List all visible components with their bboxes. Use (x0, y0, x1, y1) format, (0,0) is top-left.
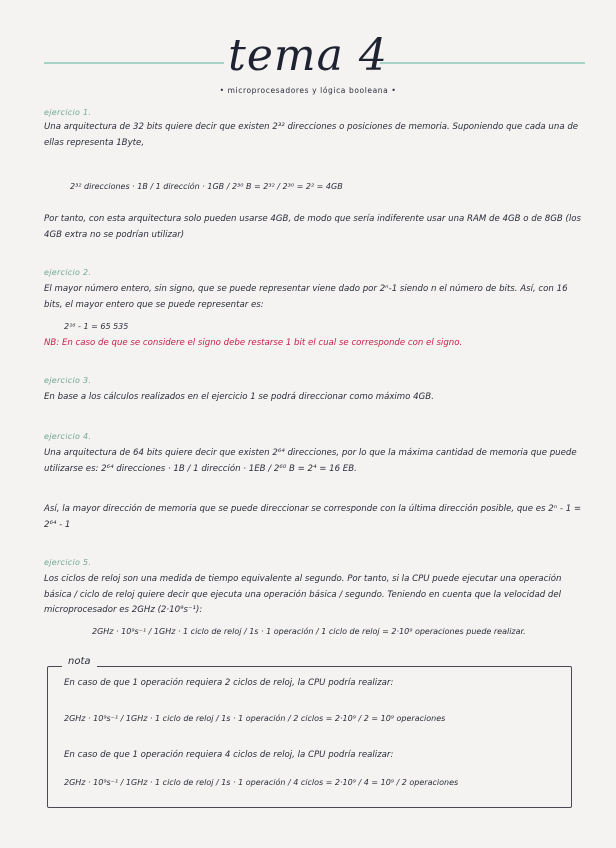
note-label: nota (62, 656, 97, 667)
exercise-2-equation: 2¹⁶ - 1 = 65 535 (64, 322, 129, 331)
exercise-1-text: Una arquitectura de 32 bits quiere decir que existen 2³² direcciones o posiciones de memoria. Suponiendo que cada una de ellas representa 1Byte, (44, 122, 579, 148)
exercise-4-heading: ejercicio 4. (44, 432, 92, 441)
note-line-1: En caso de que 1 operación requiera 2 ciclos de reloj, la CPU podría realizar: (64, 678, 394, 688)
page-subtitle: • microprocesadores y lógica booleana • (219, 86, 397, 95)
exercise-1-equation: 2³² direcciones · 1B / 1 dirección · 1GB / 2³⁰ B = 2³² / 2³⁰ = 2² = 4GB (70, 182, 343, 191)
exercise-4-text: Una arquitectura de 64 bits quiere decir que existen 2⁶⁴ direcciones, por lo que la máxima cantidad de memoria que puede utilizarse es: 2⁶⁴ direcciones · 1B / 1 dirección · 1EB / 2⁶⁰ B = 2⁴ = 16 EB. (44, 448, 577, 474)
exercise-1-conclusion: Por tanto, con esta arquitectura solo pueden usarse 4GB, de modo que sería indiferente usar una RAM de 4GB o de 8GB (los 4GB extra no se podrían utilizar) (44, 214, 581, 240)
exercise-3-text: En base a los cálculos realizados en el ejercicio 1 se podrá direccionar como máximo 4GB. (44, 392, 434, 402)
exercise-5-text: Los ciclos de reloj son una medida de tiempo equivalente al segundo. Por tanto, si la CPU puede ejecutar una operación básica / ciclo de reloj quiere decir que ejecuta una operación básica / segundo. Teniendo en cuenta que la velocidad del microprocesador es 2GHz (2·10⁹s⁻¹): (44, 574, 562, 615)
page-title: tema 4 (228, 30, 388, 81)
exercise-5-equation: 2GHz · 10⁹s⁻¹ / 1GHz · 1 ciclo de reloj / 1s · 1 operación / 1 ciclo de reloj = 2·10⁹ operaciones puede realizar. (92, 627, 526, 636)
exercise-5-heading: ejercicio 5. (44, 558, 92, 567)
exercise-4-conclusion: Así, la mayor dirección de memoria que se puede direccionar se corresponde con la última dirección posible, que es 2ⁿ - 1 = 2⁶⁴ - 1 (44, 504, 582, 530)
note-equation-2: 2GHz · 10⁹s⁻¹ / 1GHz · 1 ciclo de reloj / 1s · 1 operación / 4 ciclos = 2·10⁹ / 4 = 10⁹ / 2 operaciones (64, 778, 459, 787)
exercise-2-text: El mayor número entero, sin signo, que se puede representar viene dado por 2ⁿ-1 siendo n el número de bits. Así, con 16 bits, el mayor entero que se puede representar es: (44, 284, 568, 310)
note-line-2: En caso de que 1 operación requiera 4 ciclos de reloj, la CPU podría realizar: (64, 750, 394, 760)
note-equation-1: 2GHz · 10⁹s⁻¹ / 1GHz · 1 ciclo de reloj / 1s · 1 operación / 2 ciclos = 2·10⁹ / 2 = 10⁹ operaciones (64, 714, 446, 723)
exercise-3-heading: ejercicio 3. (44, 376, 92, 385)
exercise-1-heading: ejercicio 1. (44, 108, 92, 117)
exercise-2-note: NB: En caso de que se considere el signo debe restarse 1 bit el cual se corresponde con el signo. (44, 338, 463, 348)
exercise-2-heading: ejercicio 2. (44, 268, 92, 277)
